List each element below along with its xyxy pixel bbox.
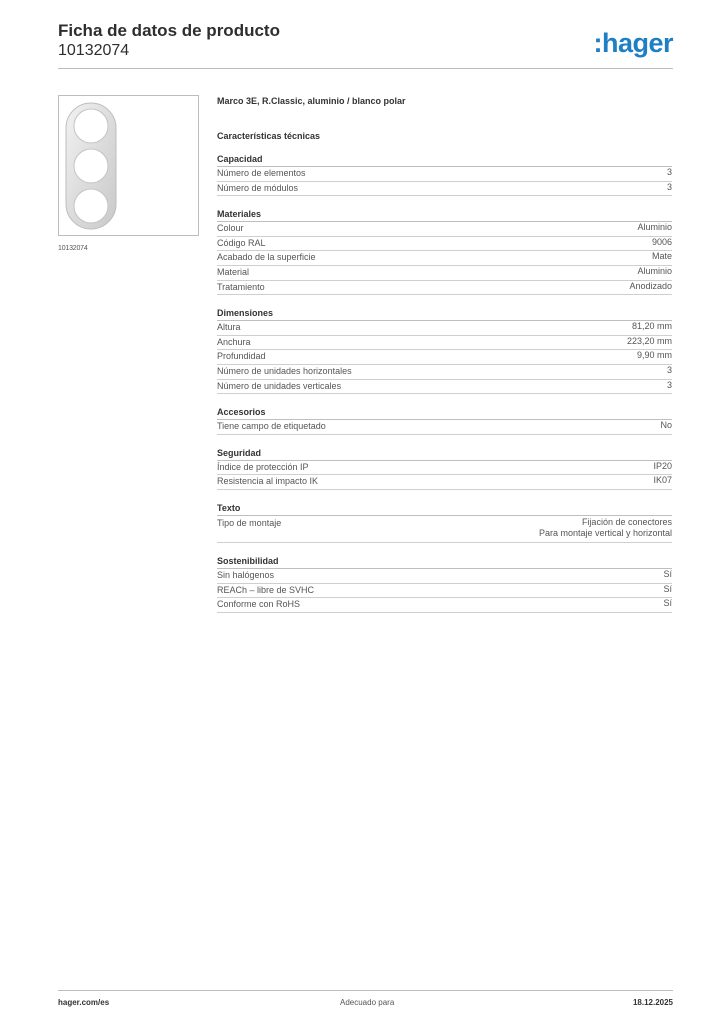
spec-row (217, 461, 672, 476)
spec-row (217, 266, 672, 281)
spec-label: Sin halógenos (217, 569, 275, 580)
spec-value (663, 569, 672, 583)
spec-value-line: Aluminio (637, 265, 672, 276)
spec-value (627, 336, 672, 350)
spec-value-line: 81,20 mm (631, 321, 672, 332)
spec-row (217, 598, 672, 613)
spec-group (217, 208, 672, 295)
spec-group-title: Capacidad (217, 153, 672, 167)
spec-value (667, 365, 672, 379)
spec-row (217, 365, 672, 380)
footer-divider (58, 990, 673, 991)
spec-value (663, 598, 672, 612)
product-code: 10132074 (58, 42, 130, 59)
spec-value (660, 420, 672, 434)
frame-illustration (59, 96, 198, 235)
spec-row (217, 222, 672, 237)
spec-label: Número de elementos (217, 168, 306, 178)
spec-value-line: Anodizado (629, 280, 672, 291)
footer-center-text: Adecuado para (340, 998, 395, 1007)
spec-row (217, 281, 672, 296)
spec-value (539, 517, 672, 540)
spec-row (217, 237, 672, 252)
spec-label: Conforme con RoHS (217, 599, 301, 610)
spec-value-line: Fijación de conectores (581, 516, 672, 527)
spec-value-line: IK07 (653, 475, 672, 486)
spec-value (652, 237, 672, 251)
hager-logo: :hager (593, 28, 673, 58)
spec-label: Resistencia al impacto IK (217, 476, 319, 487)
spec-label: Tiene campo de etiquetado (217, 421, 326, 432)
spec-group-title: Materiales (217, 208, 672, 222)
spec-row (217, 350, 672, 365)
spec-label: Material (217, 266, 250, 277)
spec-row (217, 251, 672, 266)
spec-value-line: 3 (666, 364, 672, 375)
spec-value (653, 475, 672, 489)
spec-label: Tratamiento (217, 281, 265, 292)
spec-label: Acabado de la superficie (217, 252, 316, 263)
spec-value (637, 266, 672, 280)
spec-group-title: Accesorios (217, 406, 672, 420)
spec-value-line: IP20 (653, 460, 672, 471)
spec-value-line: Sí (663, 598, 672, 609)
spec-value (652, 251, 672, 265)
spec-value (663, 584, 672, 598)
spec-value (632, 321, 672, 335)
spec-group-title: Texto (217, 502, 672, 516)
spec-label: Código RAL (217, 237, 266, 248)
spec-value-line: Sí (663, 583, 672, 594)
spec-label: Profundidad (217, 351, 266, 362)
spec-group (217, 555, 672, 613)
page-header (58, 20, 673, 68)
spec-row (217, 336, 672, 351)
footer-date: 18.12.2025 (632, 998, 673, 1007)
document-title: Ficha de datos de producto (58, 21, 280, 40)
spec-value (667, 182, 672, 196)
header-divider (58, 68, 673, 69)
spec-label: Altura (217, 322, 241, 333)
spec-value-line: 9,90 mm (636, 350, 672, 361)
spec-label: Tipo de montaje (217, 517, 282, 528)
spec-value-line: No (660, 420, 672, 431)
spec-value (653, 461, 672, 475)
spec-groups (217, 153, 672, 613)
spec-group-title: Sostenibilidad (217, 555, 672, 569)
spec-value (667, 380, 672, 394)
spec-label: Anchura (217, 336, 251, 347)
spec-group-title: Dimensiones (217, 307, 672, 321)
spec-value-line: 3 (666, 167, 672, 177)
spec-row (217, 516, 672, 543)
spec-group (217, 502, 672, 543)
spec-value-line: Mate (651, 251, 672, 262)
spec-value-line: Aluminio (637, 222, 672, 233)
spec-label: Número de módulos (217, 182, 299, 193)
spec-row (217, 380, 672, 395)
spec-value-line: 9006 (651, 236, 672, 247)
spec-group (217, 406, 672, 435)
spec-row (217, 321, 672, 336)
spec-label: Número de unidades verticales (217, 380, 342, 391)
product-specs (217, 94, 672, 613)
image-caption: 10132074 (58, 245, 88, 252)
spec-group (217, 447, 672, 490)
spec-value (637, 350, 672, 364)
spec-value-line: Para montaje vertical y horizontal (538, 528, 672, 539)
spec-row (217, 475, 672, 490)
spec-row (217, 584, 672, 599)
spec-value (667, 167, 672, 181)
specs-heading: Características técnicas (217, 131, 321, 141)
spec-row (217, 420, 672, 435)
spec-value-line: 223,20 mm (626, 335, 672, 346)
spec-row (217, 167, 672, 182)
spec-label: Colour (217, 223, 244, 234)
product-name: Marco 3E, R.Classic, aluminio / blanco polar (217, 96, 406, 106)
spec-label: Número de unidades horizontales (217, 365, 352, 376)
spec-label: Índice de protección IP (217, 461, 309, 472)
spec-group (217, 307, 672, 394)
spec-group (217, 153, 672, 196)
spec-value (637, 222, 672, 236)
spec-value-line: 3 (666, 181, 672, 192)
spec-value (629, 281, 672, 295)
spec-value-line: Sí (663, 568, 672, 579)
spec-row (217, 569, 672, 584)
spec-label: REACh – libre de SVHC (217, 584, 315, 595)
spec-group-title: Seguridad (217, 447, 672, 461)
spec-row (217, 182, 672, 197)
product-image (58, 95, 199, 236)
spec-value-line: 3 (666, 379, 672, 390)
footer-website[interactable]: hager.com/es (58, 998, 110, 1007)
